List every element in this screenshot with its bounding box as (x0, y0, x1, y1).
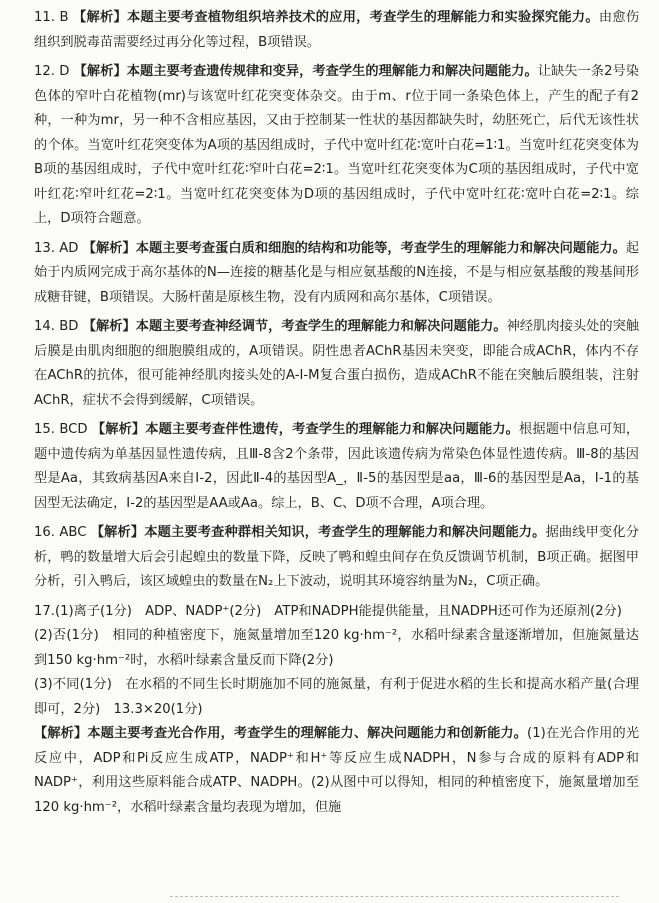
analysis-tag: 【解析】 (82, 319, 136, 334)
answer-item-17 (34, 600, 639, 821)
analysis-text: 由愈伤组织到脱毒苗需要经过再分化等过程，B项错误。 (34, 10, 640, 50)
analysis-summary: 本题主要考查种群相关知识，考查学生的理解能力和解决问题能力。 (144, 525, 546, 540)
analysis-text: 起始于内质网完成于高尔基体的N—连接的糖基化是与相应氨基酸的N连接，不是与相应氨基酸的羧基间形成糖苷键，B项错误。大肠杆菌是原核生物，没有内质网和高尔基体，C项错误。 (34, 240, 640, 305)
answer-choice: AD (59, 240, 79, 256)
analysis-summary: 本题主要考查神经调节，考查学生的理解能力和解决问题能力。 (135, 319, 507, 334)
question-number: 15. (34, 422, 55, 437)
question-number: 12. (34, 64, 55, 79)
question-number: 14. (34, 319, 55, 334)
q17-part2: (2)否(1分) 相同的种植密度下，施氮量增加至120 kg·hm⁻²，水稻叶绿素含量逐渐增加，但施氮量达到150 kg·hm⁻²时，水稻叶绿素含量反而下降(2分) (34, 628, 639, 668)
answer-choice: BCD (59, 422, 88, 437)
answer-item-16 (34, 521, 639, 595)
analysis-tag: 【解析】 (73, 10, 127, 25)
page-footer-rule (170, 896, 619, 901)
analysis-summary: 本题主要考查伴性遗传，考查学生的理解能力和解决问题能力。 (145, 422, 520, 437)
analysis-tag: 【解析】 (34, 726, 88, 741)
q17-part3: (3)不同(1分) 在水稻的不同生长时期施加不同的施氮量，有利于促进水稻的生长和提高水稻产量(合理即可，2分) 13.3×20(1分) (34, 677, 639, 717)
analysis-text: 根据题中信息可知，题中遗传病为单基因显性遗传病，且Ⅲ-8含2个条带，因此该遗传病为常染色体显性遗传病。Ⅲ-8的基因型是Aa，其致病基因A来自Ⅰ-2，因此Ⅱ-4的基因型A_，Ⅱ-5的基因型是aa，Ⅲ-6的基因型是Aa，Ⅰ-1的基因型无法确定，Ⅰ-2的基因型是AA或Aa。综上，B、C、D项不合理，A项合理。 (34, 422, 640, 511)
question-number: 13. (34, 240, 55, 256)
answer-choice: ABC (59, 525, 87, 540)
answer-item-15 (34, 418, 639, 516)
answer-item-14 (34, 315, 639, 413)
analysis-text: 神经肌肉接头处的突触后膜是由肌肉细胞的细胞膜组成的，A项错误。阴性患者AChR基因未突变，即能合成AChR，体内不存在AChR的抗体，很可能神经肌肉接头处的A-I-M复合蛋白损伤，造成AChR不能在突触后膜组装，注射AChR，症状不会得到缓解，C项错误。 (34, 319, 640, 408)
analysis-tag: 【解析】 (90, 525, 145, 540)
answer-item-12 (34, 60, 639, 232)
analysis-text: 据曲线甲变化分析，鸭的数量增大后会引起蝗虫的数量下降，反映了鸭和蝗虫间存在负反馈调节机制，B项正确。据图甲分析，引入鸭后，该区域蝗虫的数量在N₂上下波动，说明其环境容纳量为N₂，C项正确。 (34, 525, 639, 589)
analysis-summary: 本题主要考查光合作用，考查学生的理解能力、解决问题能力和创新能力。 (87, 726, 528, 741)
question-number: 11. (34, 10, 55, 25)
answer-item-11 (34, 6, 639, 55)
answer-choice: B (59, 10, 69, 25)
analysis-tag: 【解析】 (82, 240, 136, 256)
analysis-tag: 【解析】 (73, 64, 127, 79)
analysis-summary: 本题主要考查遗传规律和变异，考查学生的理解能力和解决问题能力。 (126, 64, 538, 79)
analysis-summary: 本题主要考查植物组织培养技术的应用，考查学生的理解能力和实验探究能力。 (126, 10, 599, 25)
question-number: 17. (34, 603, 55, 619)
answer-choice: D (59, 64, 70, 79)
q17-part1 (34, 600, 639, 625)
q17-part1-text: (1)离子(1分) ADP、NADP⁺(2分) ATP和NADPH能提供能量，且NADPH还可作为还原剂(2分) (54, 603, 622, 619)
analysis-tag: 【解析】 (91, 422, 146, 437)
analysis-summary: 本题主要考查蛋白质和细胞的结构和功能等，考查学生的理解能力和解决问题能力。 (135, 240, 626, 256)
q17-analysis (34, 722, 639, 820)
analysis-text: (1)在光合作用的光反应中，ADP和Pi反应生成ATP，NADP⁺和H⁺等反应生成NADPH，N参与合成的原料有ADP和NADP⁺，利用这些原料能合成ATP、NADPH。(2)从图中可以得知，相同的种植密度下，施氮量增加至120 kg·hm⁻²，水稻叶绿素含量均表现为增加，但施 (34, 726, 640, 815)
answer-choice: BD (59, 319, 79, 334)
question-number: 16. (34, 525, 55, 540)
analysis-text: 让缺失一条2号染色体的窄叶白花植物(mr)与该宽叶红花突变体杂交。由于m、r位于同一条染色体上，产生的配子有2种，一种为mr，另一种不含相应基因，又由于控制某一性状的基因都缺失时，幼胚死亡，后代无该性状的个体。当宽叶红花突变体为A项的基因组成时，子代中宽叶红花∶宽叶白花=1∶1。当宽叶红花突变体为B项的基因组成时，子代中宽叶红花∶窄叶白花=2∶1。当宽叶红花突变体为C项的基因组成时，子代中宽叶红花∶窄叶红花=2∶1。当宽叶红花突变体为D项的基因组成时，子代中宽叶红花∶宽叶白花=2∶1。综上，D项符合题意。 (34, 64, 639, 226)
answer-item-13 (34, 237, 639, 311)
